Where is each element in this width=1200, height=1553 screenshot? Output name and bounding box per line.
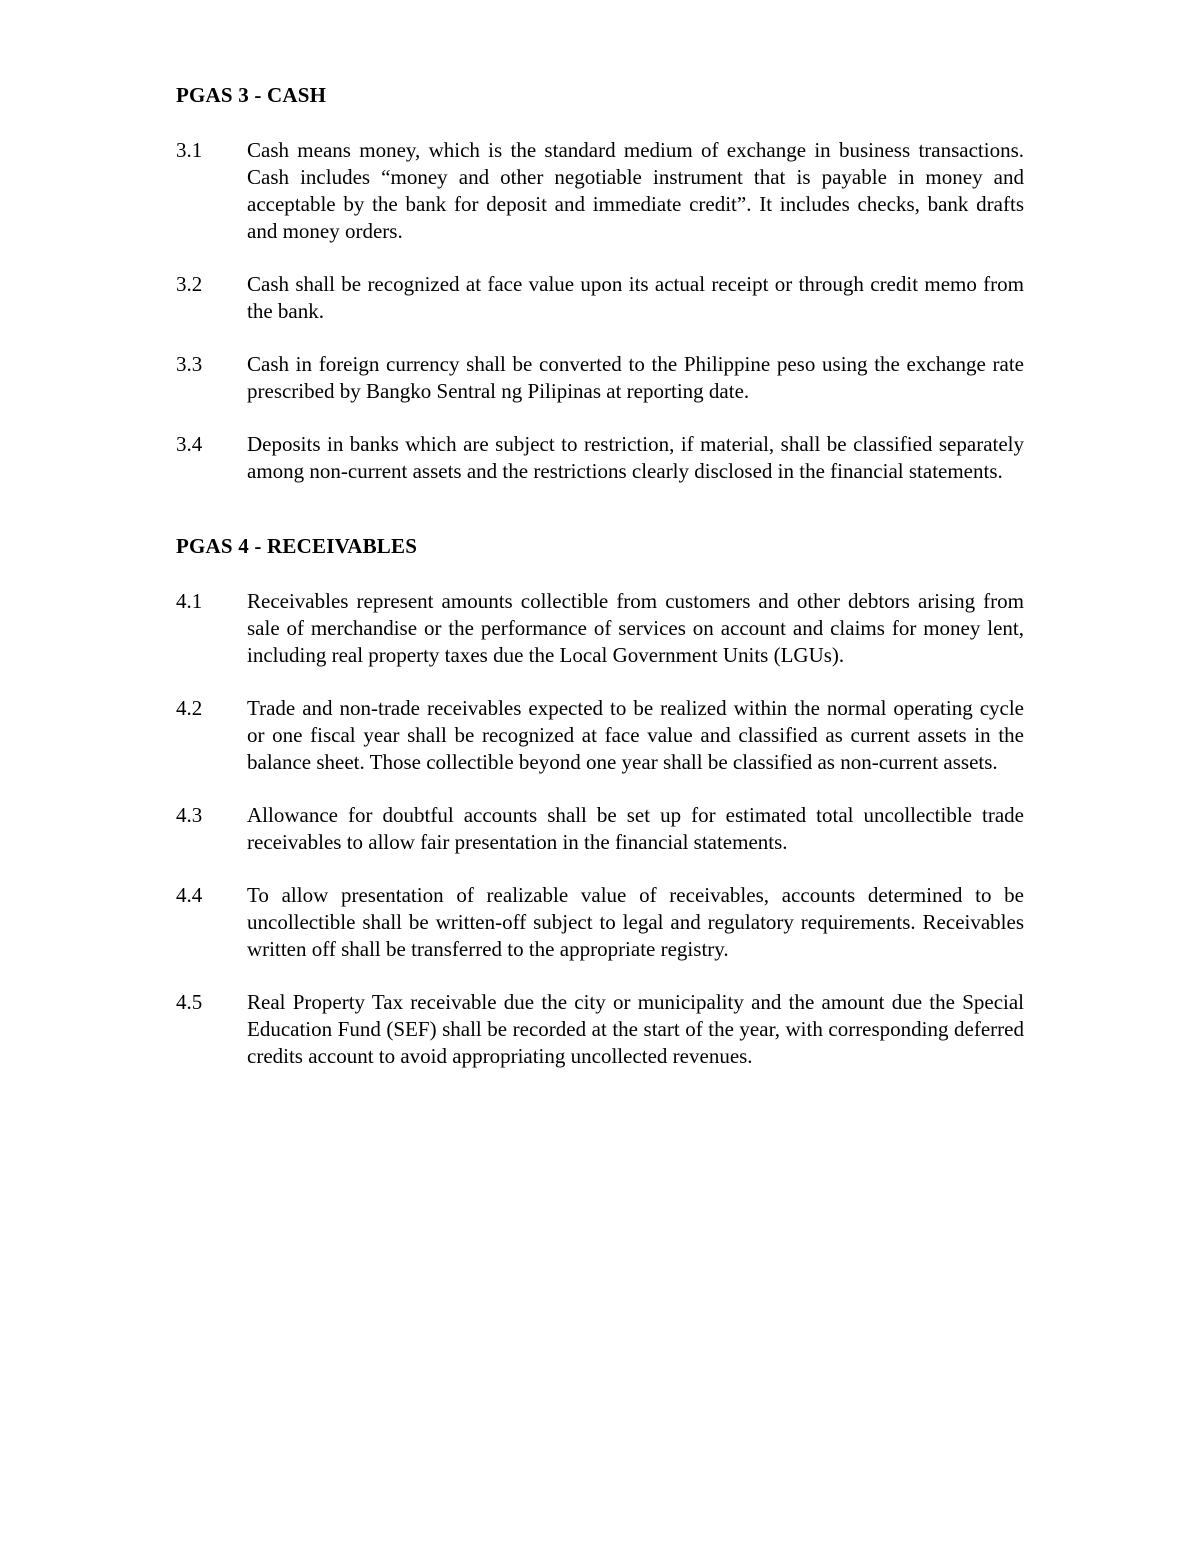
item-number: 4.4 (176, 883, 203, 907)
item-text: Receivables represent amounts collectible from customers and other debtors arising from sale of merchandise or the performance of services on account and claims for money lent, including real property taxes due the Local Government Units (LGUs). (247, 589, 1024, 667)
list-item (176, 137, 1024, 245)
item-text: Allowance for doubtful accounts shall be set up for estimated total uncollectible trade receivables to allow fair presentation in the financial statements. (247, 803, 1024, 854)
item-text: Trade and non-trade receivables expected to be realized within the normal operating cycle or one fiscal year shall be recognized at face value and classified as current assets in the balance sheet. Those collectible beyond one year shall be classified as non-current assets. (247, 696, 1024, 774)
item-text: Cash in foreign currency shall be converted to the Philippine peso using the exchange rate prescribed by Bangko Sentral ng Pilipinas at reporting date. (247, 352, 1024, 403)
item-number: 3.2 (176, 272, 203, 296)
section-title: PGAS 3 - CASH (176, 83, 327, 107)
section-title: PGAS 4 - RECEIVABLES (176, 534, 418, 558)
list-item (176, 989, 1024, 1070)
list-item (176, 695, 1024, 776)
item-number: 3.4 (176, 432, 203, 456)
item-number: 4.3 (176, 803, 203, 827)
document-page (176, 82, 1024, 1070)
item-text: Deposits in banks which are subject to restriction, if material, shall be classified separately among non-current assets and the restrictions clearly disclosed in the financial statements. (247, 432, 1024, 483)
list-item (176, 588, 1024, 669)
section-pgas-3-cash (176, 82, 1024, 485)
item-text: Real Property Tax receivable due the city or municipality and the amount due the Special Education Fund (SEF) shall be recorded at the start of the year, with corresponding deferred credits account to avoid appropriating uncollected revenues. (247, 990, 1024, 1068)
item-number: 4.5 (176, 990, 203, 1014)
item-number: 4.2 (176, 696, 203, 720)
item-text: Cash means money, which is the standard medium of exchange in business transactions. Cash includes “money and other negotiable instrument that is payable in money and acceptable by the bank for deposit and immediate credit”. It includes checks, bank drafts and money orders. (247, 138, 1024, 243)
list-item (176, 351, 1024, 405)
item-text: To allow presentation of realizable value of receivables, accounts determined to be uncollectible shall be written-off subject to legal and regulatory requirements. Receivables written off shall be transferred to the appropriate registry. (247, 883, 1024, 961)
list-item (176, 882, 1024, 963)
list-item (176, 431, 1024, 485)
item-text: Cash shall be recognized at face value upon its actual receipt or through credit memo from the bank. (247, 272, 1024, 323)
item-number: 3.3 (176, 352, 203, 376)
list-item (176, 802, 1024, 856)
list-item (176, 271, 1024, 325)
item-number: 4.1 (176, 589, 203, 613)
item-number: 3.1 (176, 138, 203, 162)
section-pgas-4-receivables (176, 533, 1024, 1070)
